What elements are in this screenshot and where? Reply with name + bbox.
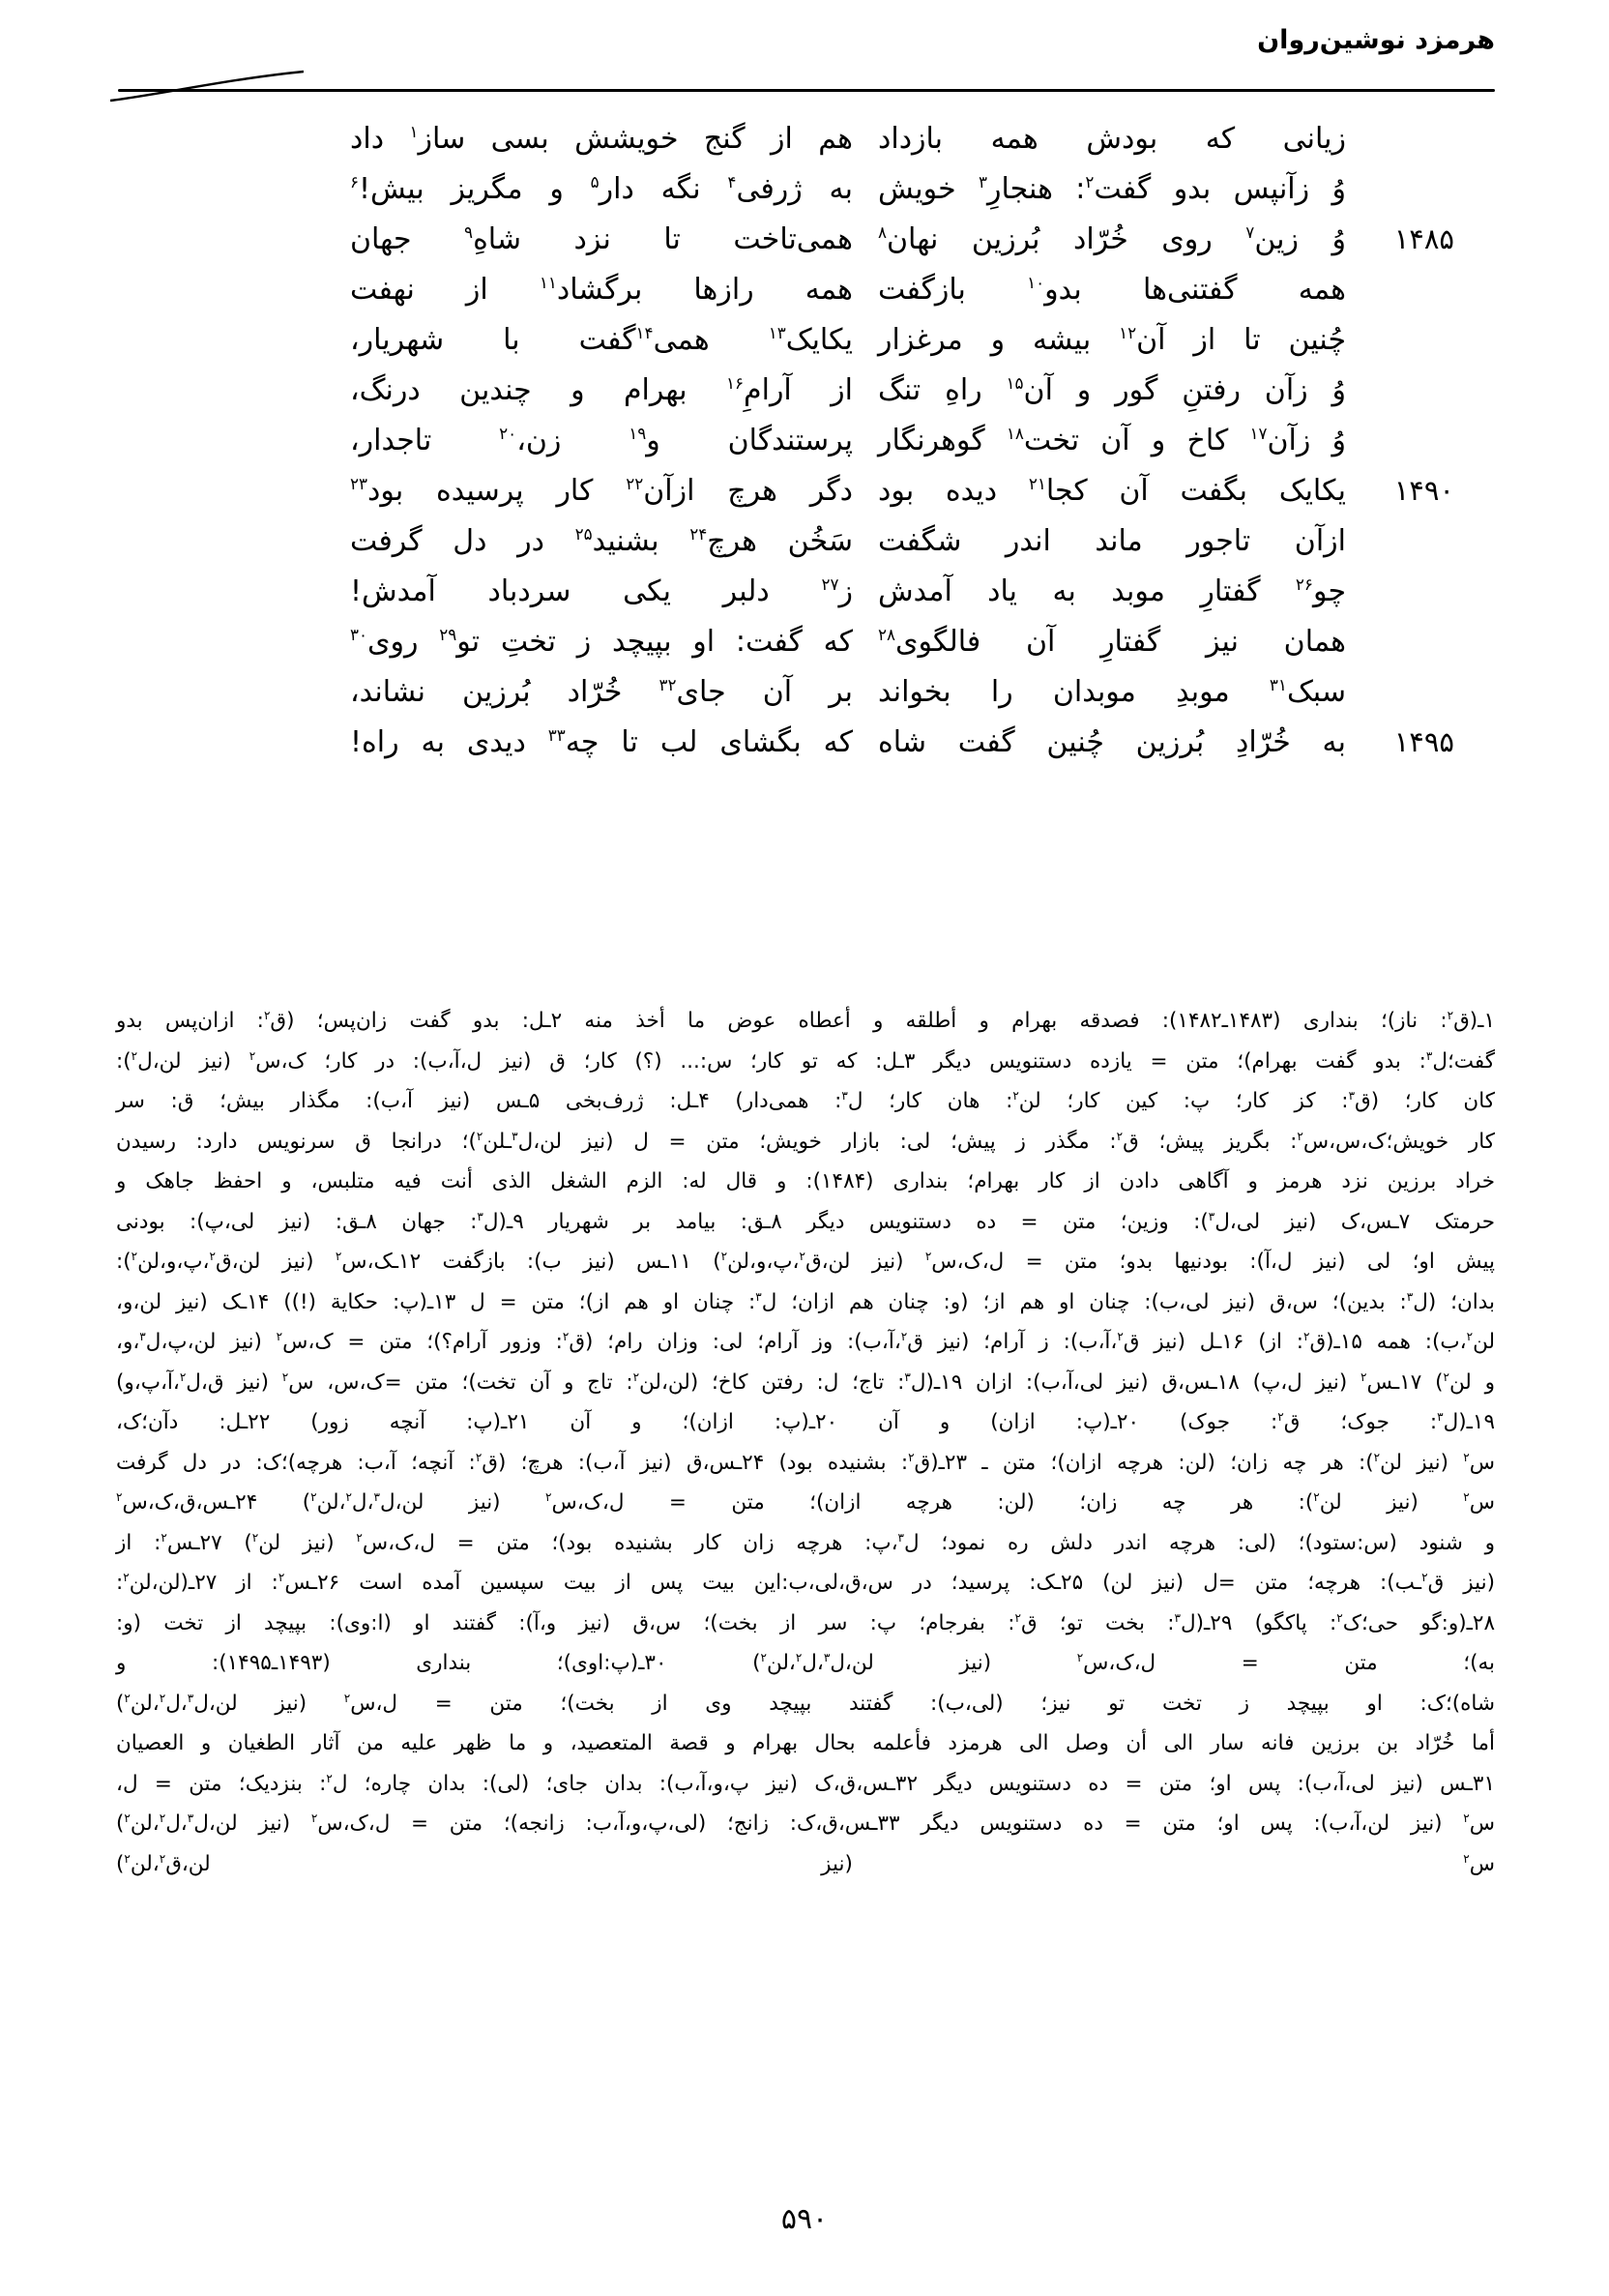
hemistich-left: سَخُن هرچ$^{۲۴}$ بشنید$^{۲۵}$ در دل گرفت xyxy=(350,524,853,558)
hemistich-right: وُ زآن رفتنِ گور و آن$^{۱۵}$ راهِ تنگ xyxy=(878,373,1346,407)
hemistich-right: همه گفتنی‌ها بدو$^{۱۰}$ بازگفت xyxy=(878,273,1347,307)
footnote-line: و شنود (س:ستود)؛ (لی: هرچه اندر دلش ره نمود؛ ل$^۳$،پ: هرچه زان کار بشنیده بود)؛ متن = ل،ک،س$^۲$ (نیز لن$^۲$) ۲۷ـس$^۲$: از xyxy=(116,1530,1495,1555)
hemistich-left: همی‌تاخت تا نزد شاهِ$^۹$ جهان xyxy=(350,222,853,256)
verse-line-number: ۱۴۸۵ xyxy=(1393,222,1454,255)
hemistich-right: وُ زین$^۷$ روی خُرّاد بُرزین نهان$^۸$ xyxy=(878,222,1346,256)
hemistich-left: هم از گنج خویشش بسی ساز$^۱$ داد xyxy=(350,122,853,156)
verse-row xyxy=(145,424,1454,474)
hemistich-right: چُنین تا از آن$^{۱۲}$ بیشه و مرغزار xyxy=(878,323,1346,357)
hemistich-right: یکایک بگفت آن کجا$^{۲۱}$ دیده بود xyxy=(878,474,1346,508)
hemistich-left: همه رازها برگشاد$^{۱۱}$ از نهفت xyxy=(350,273,853,307)
verse-row xyxy=(145,474,1454,524)
footnote-line: به)؛ متن = ل،ک،س$^۲$ (نیز لن،ل$^۳$،ل$^۲$،لن$^۲$) ۳۰ـ(پ:اوی)؛ بنداری (۱۴۹۳ـ۱۴۹۵): و xyxy=(116,1650,1496,1675)
hemistich-right: چو$^{۲۶}$ گفتارِ موبد به یاد آمدش xyxy=(878,574,1346,608)
footnote-line: س$^۲$ (نیز لن،ق$^۲$،لن$^۲$) xyxy=(116,1851,1495,1876)
verse-row xyxy=(145,122,1454,172)
hemistich-left: بر آن جای$^{۳۲}$ خُرّاد بُرزین نشاند، xyxy=(350,675,853,709)
hemistich-left: از آرامِ$^{۱۶}$ بهرام و چندین درنگ، xyxy=(350,373,853,407)
hemistich-left: که بگشای لب تا چه$^{۳۳}$ دیدی به راه! xyxy=(350,725,854,759)
running-head: هرمزد نوشین‌روان xyxy=(1257,25,1495,55)
verse-row xyxy=(145,625,1454,675)
footnote-block xyxy=(116,1001,1495,1884)
footnote-line: گفت؛ل$^۳$: بدو گفت بهرام)؛ متن = یازده دستنویس دیگر ۳ـل: که تو کار؛ س:... (؟) کار؛ ق (نیز ل،آ،ب): در کار؛ ک،س$^۲$ (نیز لن،ل$^۲$): xyxy=(116,1048,1496,1074)
footnote-line: پیش او؛ لی (نیز ل،آ): بودنیها بدو؛ متن = ل،ک،س$^۲$ (نیز لن،ق$^۲$،پ،و،لن$^۲$) ۱۱ـس (نیز ب): بازگفت ۱۲ـک،س$^۲$ (نیز لن،ق$^۲$،پ،و،لن$^۲$): xyxy=(116,1249,1495,1274)
hemistich-right: وُ زآنپس بدو گفت$^۲$: هنجارِ$^۳$ خویش xyxy=(878,172,1346,206)
footnote-line: شاه)؛ک: او بپیچد ز تخت تو نیز؛ (لی،ب): گفتند بپیچد وی از بخت)؛ متن = ل،س$^۲$ (نیز لن،ل$^۳$،ل$^۲$،لن$^۲$) xyxy=(116,1691,1495,1716)
footnote-line: س$^۲$ (نیز لن$^۲$): هر چه زان؛ (لن: هرچه ازان)؛ متن = ل،ک،س$^۲$ (نیز لن،ل$^۳$،ل$^۲$،لن$^۲$) ۲۴ـس،ق،ک،س$^۲$ xyxy=(116,1489,1495,1515)
verse-row xyxy=(145,273,1454,323)
footnote-line: حرمتک ۷ـس،ک (نیز لی،ل$^۳$): وزین؛ متن = ده دستنویس دیگر ۸ـق: بیامد بر شهریار ۹ـ(ل$^۳$: جهان ۸ـق: (نیز لی،پ): بودنی xyxy=(116,1209,1496,1234)
header-rule xyxy=(118,89,1495,92)
hemistich-right: به خُرّادِ بُرزین چُنین گفت شاه xyxy=(878,725,1346,759)
verse-row xyxy=(145,373,1454,424)
rule-bar xyxy=(118,89,1495,92)
hemistich-right: ازآن تاجور ماند اندر شگفت xyxy=(878,524,1346,558)
footnote-line: لن$^۲$،ب): همه ۱۵ـ(ق$^۲$: از) ۱۶ـل (نیز ق$^۲$،آ،ب): ز آرام؛ (نیز ق$^۲$،آ،ب): وز آرام؛ لی: وزان رام؛ (ق$^۲$: وزور آرام؟)؛ متن = ک،س$^۲$ (نیز لن،پ،ل$^۳$،و، xyxy=(116,1329,1495,1354)
verse-row xyxy=(145,222,1454,273)
hemistich-left: که گفت: او بپیچد ز تختِ تو$^{۲۹}$ روی$^{۳۰}$ xyxy=(350,625,853,659)
hemistich-left: دگر هرچ ازآن$^{۲۲}$ کار پرسیده بود$^{۲۳}$ xyxy=(350,474,853,508)
rule-flourish-icon xyxy=(110,70,304,103)
hemistich-right: همان نیز گفتارِ آن فالگوی$^{۲۸}$ xyxy=(878,625,1346,659)
verse-row xyxy=(145,675,1454,725)
hemistich-left: پرستندگان و$^{۱۹}$ زن،$^{۲۰}$ تاجدار، xyxy=(350,424,853,457)
footnote-line: کار خویش؛ک،س،س$^۲$: بگریز پیش؛ ق$^۲$: مگذر ز پیش؛ لی: بازار خویش؛ متن = ل (نیز لن،ل$^۳$ـلن$^۲$)؛ درانجا ق سرنویس دارد: رسیدن xyxy=(116,1129,1495,1154)
footnote-line: ۱۹ـ(ل$^۳$: جوک؛ ق$^۲$: جوک) ۲۰ـ(پ: ازان) و آن ۲۰ـ(پ: ازان)؛ و آن ۲۱ـ(پ: آنچه زور) ۲۲ـل: دآن؛ک، xyxy=(116,1409,1495,1434)
hemistich-right: سبک$^{۳۱}$ موبدِ موبدان را بخواند xyxy=(878,675,1346,709)
footnote-line: أما خُرّاد بن برزین فانه سار الی أن وصل الی هرمزد فأعلمه بحال بهرام و قصة المتعصید، و ما ظهر علیه من آثار الطغیان و العصیان xyxy=(116,1731,1495,1755)
verse-line-number: ۱۴۹۰ xyxy=(1393,474,1454,507)
footnote-line: بدان؛ (ل$^۳$: بدین)؛ س،ق (نیز لی،ب): چنان او هم از؛ (و: چنان هم ازان؛ ل$^۳$: چنان او هم از)؛ متن = ل ۱۳ـ(پ: حکایة (!)) ۱۴ـک (نیز لن،و، xyxy=(116,1289,1495,1314)
footnote-line: کان کار؛ (ق$^۳$: کز کار؛ پ: کین کار؛ لن$^۲$: هان کار؛ ل$^۳$: همی‌دار) ۴ـل: ژرف‌بخی ۵ـس (نیز آ،ب): مگذار بیش؛ ق: سر xyxy=(116,1088,1495,1113)
hemistich-left: به ژرفی$^۴$ نگه دار$^۵$ و مگریز بیش!$^۶$ xyxy=(350,172,853,206)
footnote-line: س$^۲$ (نیز لن$^۲$): هر چه زان؛ (لن: هرچه ازان)؛ متن ـ ۲۳ـ(ق$^۲$: بشنیده بود) ۲۴ـس،ق (نیز آ،ب): هرچ؛ (ق$^۲$: آنچه؛ آ،ب: هرچه)؛ک: در دل گرفت xyxy=(116,1450,1496,1475)
verse-row xyxy=(145,574,1454,625)
hemistich-left: ز$^{۲۷}$ دلبر یکی سردباد آمدش! xyxy=(350,574,853,608)
footnote-line: ۳۱ـس (نیز لی،آ،ب): پس او؛ متن = ده دستنویس دیگر ۳۲ـس،ق،ک (نیز پ،و،آ،ب): بدان جای؛ (لی): بدان چاره؛ ل$^۲$: بنزدیک؛ متن = ل، xyxy=(116,1771,1496,1796)
hemistich-right: زیانی که بودش همه بازداد xyxy=(878,122,1346,156)
footnote-line: ۱ـ(ق$^۲$: ناز)؛ بنداری (۱۴۸۳ـ۱۴۸۲): فصدقه بهرام و أطلقه و أعطاه عوض ما أخذ منه ۲ـل: بدو گفت زان‌پس؛ (ق$^۲$: ازان‌پس بدو xyxy=(116,1008,1496,1033)
verse-row xyxy=(145,524,1454,574)
footnote-line: س$^۲$ (نیز لن،آ،ب): پس او؛ متن = ده دستنویس دیگر ۳۳ـس،ق،ک: زانج؛ (لی،پ،و،آ،ب: زانجه)؛ متن = ل،ک،س$^۲$ (نیز لن،ل$^۳$،ل$^۲$،لن$^۲$) xyxy=(116,1810,1496,1836)
folio-number: ۵۹۰ xyxy=(780,2202,829,2236)
footnote-line: خراد برزین نزد هرمز و آگاهی دادن از کار بهرام؛ بنداری (۱۴۸۴): و قال له: الزم الشغل الذی أنت فیه متلبس، و احفظ جاهک و xyxy=(116,1169,1496,1193)
verse-row xyxy=(145,323,1454,373)
footnote-line: و لن$^۲$) ۱۷ـس$^۲$ (نیز ل،پ) ۱۸ـس،ق (نیز لی،آ،ب): ازان ۱۹ـ(ل$^۳$: تاج؛ ل: رفتن کاخ؛ (لن،لن$^۲$: تاج و آن تخت)؛ متن =ک،س، س$^۲$ (نیز ق،ل$^۲$،آ،پ،و) xyxy=(116,1369,1495,1395)
hemistich-right: وُ زآن$^{۱۷}$ کاخ و آن تخت$^{۱۸}$ گوهرنگار xyxy=(878,424,1346,457)
verse-block xyxy=(145,122,1454,776)
verse-row xyxy=(145,725,1454,776)
footnote-line: ۲۸ـ(و:گو حی؛ک$^۲$: پاکگو) ۲۹ـ(ل$^۳$: بخت تو؛ ق$^۲$: بفرجام؛ پ: سر از بخت)؛ س،ق (نیز و،آ): گفتند او (ا:وی): بپیچد از تخت (و: xyxy=(116,1610,1496,1635)
hemistich-left: یکایک$^{۱۳}$ همی$^{۱۴}$گفت با شهریار، xyxy=(350,323,853,357)
verse-line-number: ۱۴۹۵ xyxy=(1393,725,1454,758)
footnote-line: (نیز ق$^۲$ـب): هرچه؛ متن =ل (نیز لن) ۲۵ـک: پرسید؛ در س،ق،لی،ب:این بیت پس از بیت سپسین آمده است ۲۶ـس$^۲$: از ۲۷ـ(لن،لن$^۲$: xyxy=(116,1570,1495,1595)
verse-row xyxy=(145,172,1454,222)
